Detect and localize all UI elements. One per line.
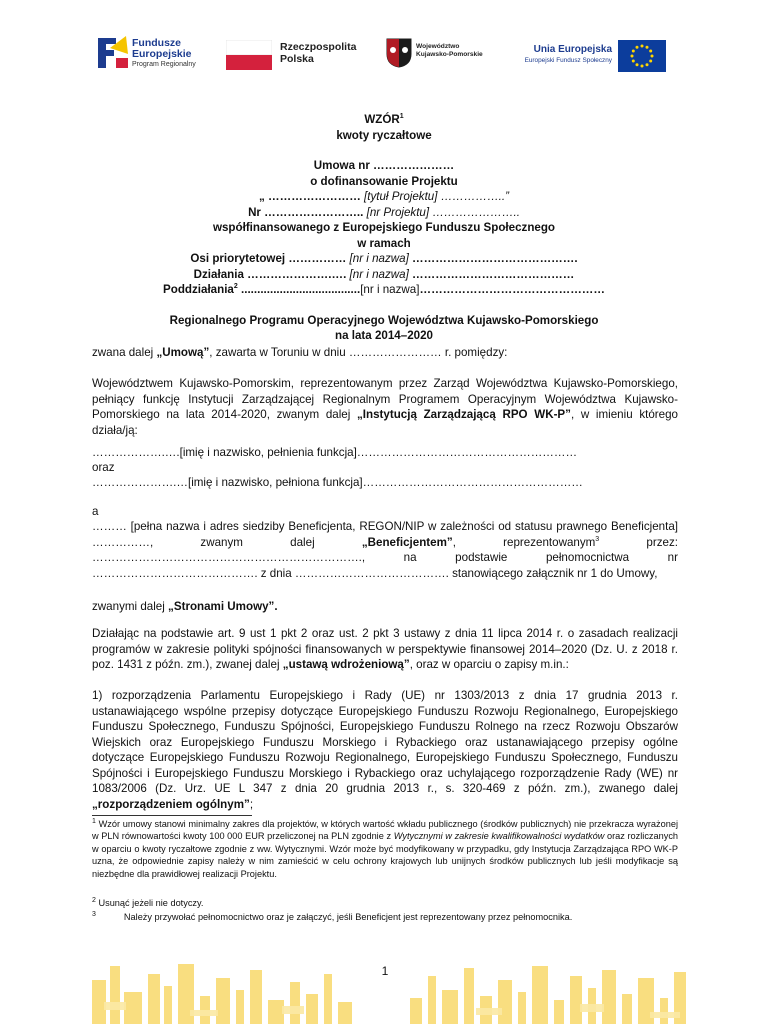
- body-text: , w imieniu którego działa/ją:: [92, 408, 678, 437]
- logo-text: Europejski Fundusz Społeczny: [524, 57, 612, 64]
- title-line: współfinansowanego z Europejskiego Funduszu Społecznego: [212, 221, 556, 234]
- paragraph-legal-basis: [92, 626, 678, 673]
- title-text: [nr i nazwa]: [360, 283, 420, 296]
- title-text: …………………………………….: [412, 252, 578, 265]
- footnote-2: [92, 897, 678, 909]
- decorative-footer-pattern: [0, 956, 770, 1024]
- paragraph-managing-authority: [92, 376, 678, 438]
- paragraph-a: a: [92, 505, 99, 518]
- paragraph-signatory-2: ………………….…[imię i nazwisko, pełniona funkcja]…………………………………………………: [92, 476, 583, 489]
- body-text: zwanymi dalej: [92, 600, 169, 613]
- body-text: „rozporządzeniem ogólnym”: [92, 797, 250, 811]
- title-line: [96, 267, 672, 283]
- title-line: w ramach: [357, 236, 411, 250]
- document-title-block: [96, 112, 672, 344]
- body-text: , zawarta w Toruniu w dniu …………………… r. pomiędzy:: [209, 346, 508, 359]
- title-text: Poddziałania: [163, 283, 234, 296]
- logo-text: Kujawsko-Pomorskie: [416, 51, 483, 58]
- footnote-number: 3: [92, 910, 96, 918]
- paragraph-beneficiary: [92, 519, 678, 581]
- footnote-separator: [92, 815, 252, 816]
- footnote-text: Należy przywołać pełnomocnictwo oraz je załączyć, jeśli Beneficjent jest reprezentowany przez pełnomocnika.: [123, 912, 573, 922]
- paragraph-signatory-1: ……………….….[imię i nazwisko, pełnienia funkcja]…………………………………………………: [92, 446, 578, 459]
- logo-text: Rzeczpospolita: [280, 41, 357, 53]
- body-text: , oraz w oparciu o zapisy m.in.:: [409, 658, 569, 671]
- footnote-number: 1: [92, 817, 96, 825]
- coat-of-arms-icon: [386, 38, 412, 68]
- eu-flag-icon: [618, 40, 666, 72]
- title-text: Działania ………………….….: [193, 267, 347, 281]
- footnote-text: Wzór umowy stanowi minimalny zakres dla projektów, w których wartość wkładu publicznego (środków publicznych) nie przekracza wyrażonej w PLN równowartości kwoty 100 000 EUR przeliczonej na PLN zgodnie z: [92, 819, 678, 842]
- body-text: ……… [pełna nazwa i adres siedziby Beneficjenta, REGON/NIP w zależności od statusu prawnego Beneficjenta] ……………, zwanym dalej: [92, 520, 678, 549]
- title-line: na lata 2014–2020: [335, 329, 433, 342]
- body-text: zwana dalej: [92, 346, 157, 359]
- logo-text: Województwo: [416, 43, 460, 50]
- title-text: WZÓR: [364, 113, 400, 126]
- wojewodztwo-logo: [416, 43, 483, 59]
- title-text: ……………………………………: [412, 267, 575, 281]
- title-text: „ ……………………: [259, 190, 361, 203]
- footnote-text: oraz rozliczanych w oparciu o kwoty ryczałtowe zgodnie z ww. Wytycznymi. Wzór może być modyfikowany w przypadku, gdy Instytucja Zarządzająca RPO WK-P uzna, że odpowiednie zapisy należy w nim zamieścić w celu ochrony krajowych lub unijnych środków publicznych lub jeśli modyfikacje są niezbędne dla prawidłowej realizacji Projektu.: [92, 831, 679, 879]
- fundusze-europejskie-emblem: [96, 34, 130, 70]
- logo-text: Fundusze: [132, 37, 181, 49]
- body-text: Działając na podstawie art. 9 ust 1 pkt 2 oraz ust. 2 pkt 3 ustawy z dnia 11 lipca 2014 r. o zasadach realizacji programów w zakresie polityki spójności finansowanych w perspektywie finansowej 2014–2020 (Dz. U. z 2018 r. poz. 1431 z późn. zm.), zwanej dalej: [92, 627, 678, 671]
- title-text: .....................................: [237, 283, 361, 296]
- footnote-ref: 3: [595, 535, 600, 543]
- body-text: „Stronami Umowy”.: [168, 600, 278, 613]
- page-number: 1: [381, 964, 389, 978]
- body-text: , reprezentowanym: [452, 535, 596, 549]
- title-line: Umowa nr …………………: [313, 159, 455, 172]
- paragraph-parties: [92, 599, 678, 615]
- paragraph-oraz: oraz: [92, 461, 115, 474]
- footnote-ref: 1: [399, 113, 404, 121]
- title-text: Osi priorytetowej ……………: [190, 252, 347, 265]
- body-text: Województwem Kujawsko-Pomorskim, reprezentowanym przez Zarząd Województwa Kujawsko-Pomorskiego, pełniący funkcję Instytucji Zarządzającej Regionalnym Programem Operacyjnym Województwa Kujawsko-Pomorskiego na lata 2014-2020, zwanym dalej: [92, 377, 678, 421]
- fundusze-europejskie-logo: [132, 38, 196, 70]
- footnote-1: [92, 818, 678, 880]
- logo-text: Unia Europejska: [533, 44, 612, 55]
- paragraph-regulation-1: [92, 688, 678, 812]
- title-line: [96, 112, 672, 128]
- title-line: [96, 251, 672, 267]
- footnote-3: [92, 911, 678, 923]
- footnote-ref: 2: [233, 283, 238, 291]
- body-text: „Beneficjentem”: [361, 535, 453, 549]
- title-text: Nr ……………………..: [248, 205, 364, 219]
- title-line: o dofinansowanie Projektu: [310, 174, 458, 188]
- title-text: …………………………………………: [419, 283, 605, 296]
- footnote-text: Usunąć jeżeli nie dotyczy.: [95, 898, 204, 908]
- title-line: Regionalnego Programu Operacyjnego Województwa Kujawsko-Pomorskiego: [169, 313, 599, 327]
- title-text: [nr i nazwa]: [346, 252, 413, 265]
- logo-text: Program Regionalny: [132, 61, 196, 68]
- title-line: kwoty ryczałtowe: [336, 128, 432, 142]
- body-text: 1) rozporządzenia Parlamentu Europejskiego i Rady (UE) nr 1303/2013 z dnia 17 grudnia 2013 r. ustanawiającego wspólne przepisy dotyczące Europejskiego Funduszu Rozwoju Regionalnego, Europejskiego Funduszu Społecznego, Funduszu Spójności, Europejskiego Funduszu Rolnego na rzecz Rozwoju Obszarów Wiejskich oraz Europejskiego Funduszu Morskiego i Rybackiego oraz ustanawiającego przepisy ogólne dotyczące Europejskiego Funduszu Rozwoju Regionalnego, Europejskiego Funduszu Społecznego, Funduszu Spójności i Europejskiego Funduszu Morskiego i Rybackiego oraz uchylającego rozporządzenie Rady (WE) nr 1083/2006 (Dz. Urz. UE L 347 z dnia 20 grudnia 2013 r., s. 320-469 z późn. zm.), zwanego dalej: [92, 689, 678, 795]
- unia-europejska-logo: [520, 44, 612, 66]
- logo-text: Europejskie: [132, 48, 192, 60]
- rzeczpospolita-polska-logo: [280, 41, 356, 65]
- footnote-number: 2: [92, 896, 96, 904]
- title-text: [nr i nazwa]: [346, 267, 413, 281]
- title-line: [96, 282, 672, 298]
- footnote-text: Wytycznymi w zakresie kwalifikowalności wydatków: [393, 831, 605, 842]
- body-text: „Instytucją Zarządzającą RPO WK-P”: [357, 408, 571, 421]
- logo-text: Polska: [280, 53, 314, 65]
- body-text: „ustawą wdrożeniową”: [282, 658, 410, 671]
- paragraph-intro: [92, 345, 678, 361]
- logo-strip: [0, 0, 770, 100]
- body-text: przez: ……………………………………………………………., na podstawie pełnomocnictwa nr ……………………………………. z dnia …………………………………. stanowiącego załącznik nr 1 do Umowy,: [92, 535, 678, 580]
- body-text: ;: [249, 797, 254, 811]
- title-line: [96, 189, 672, 205]
- body-text: „Umową”: [156, 346, 210, 359]
- title-text: [nr Projektu] …………………..: [363, 205, 520, 219]
- polish-flag-icon: [226, 40, 272, 70]
- title-text: [tytuł Projektu] ……………..”: [360, 190, 509, 203]
- title-line: [96, 205, 672, 221]
